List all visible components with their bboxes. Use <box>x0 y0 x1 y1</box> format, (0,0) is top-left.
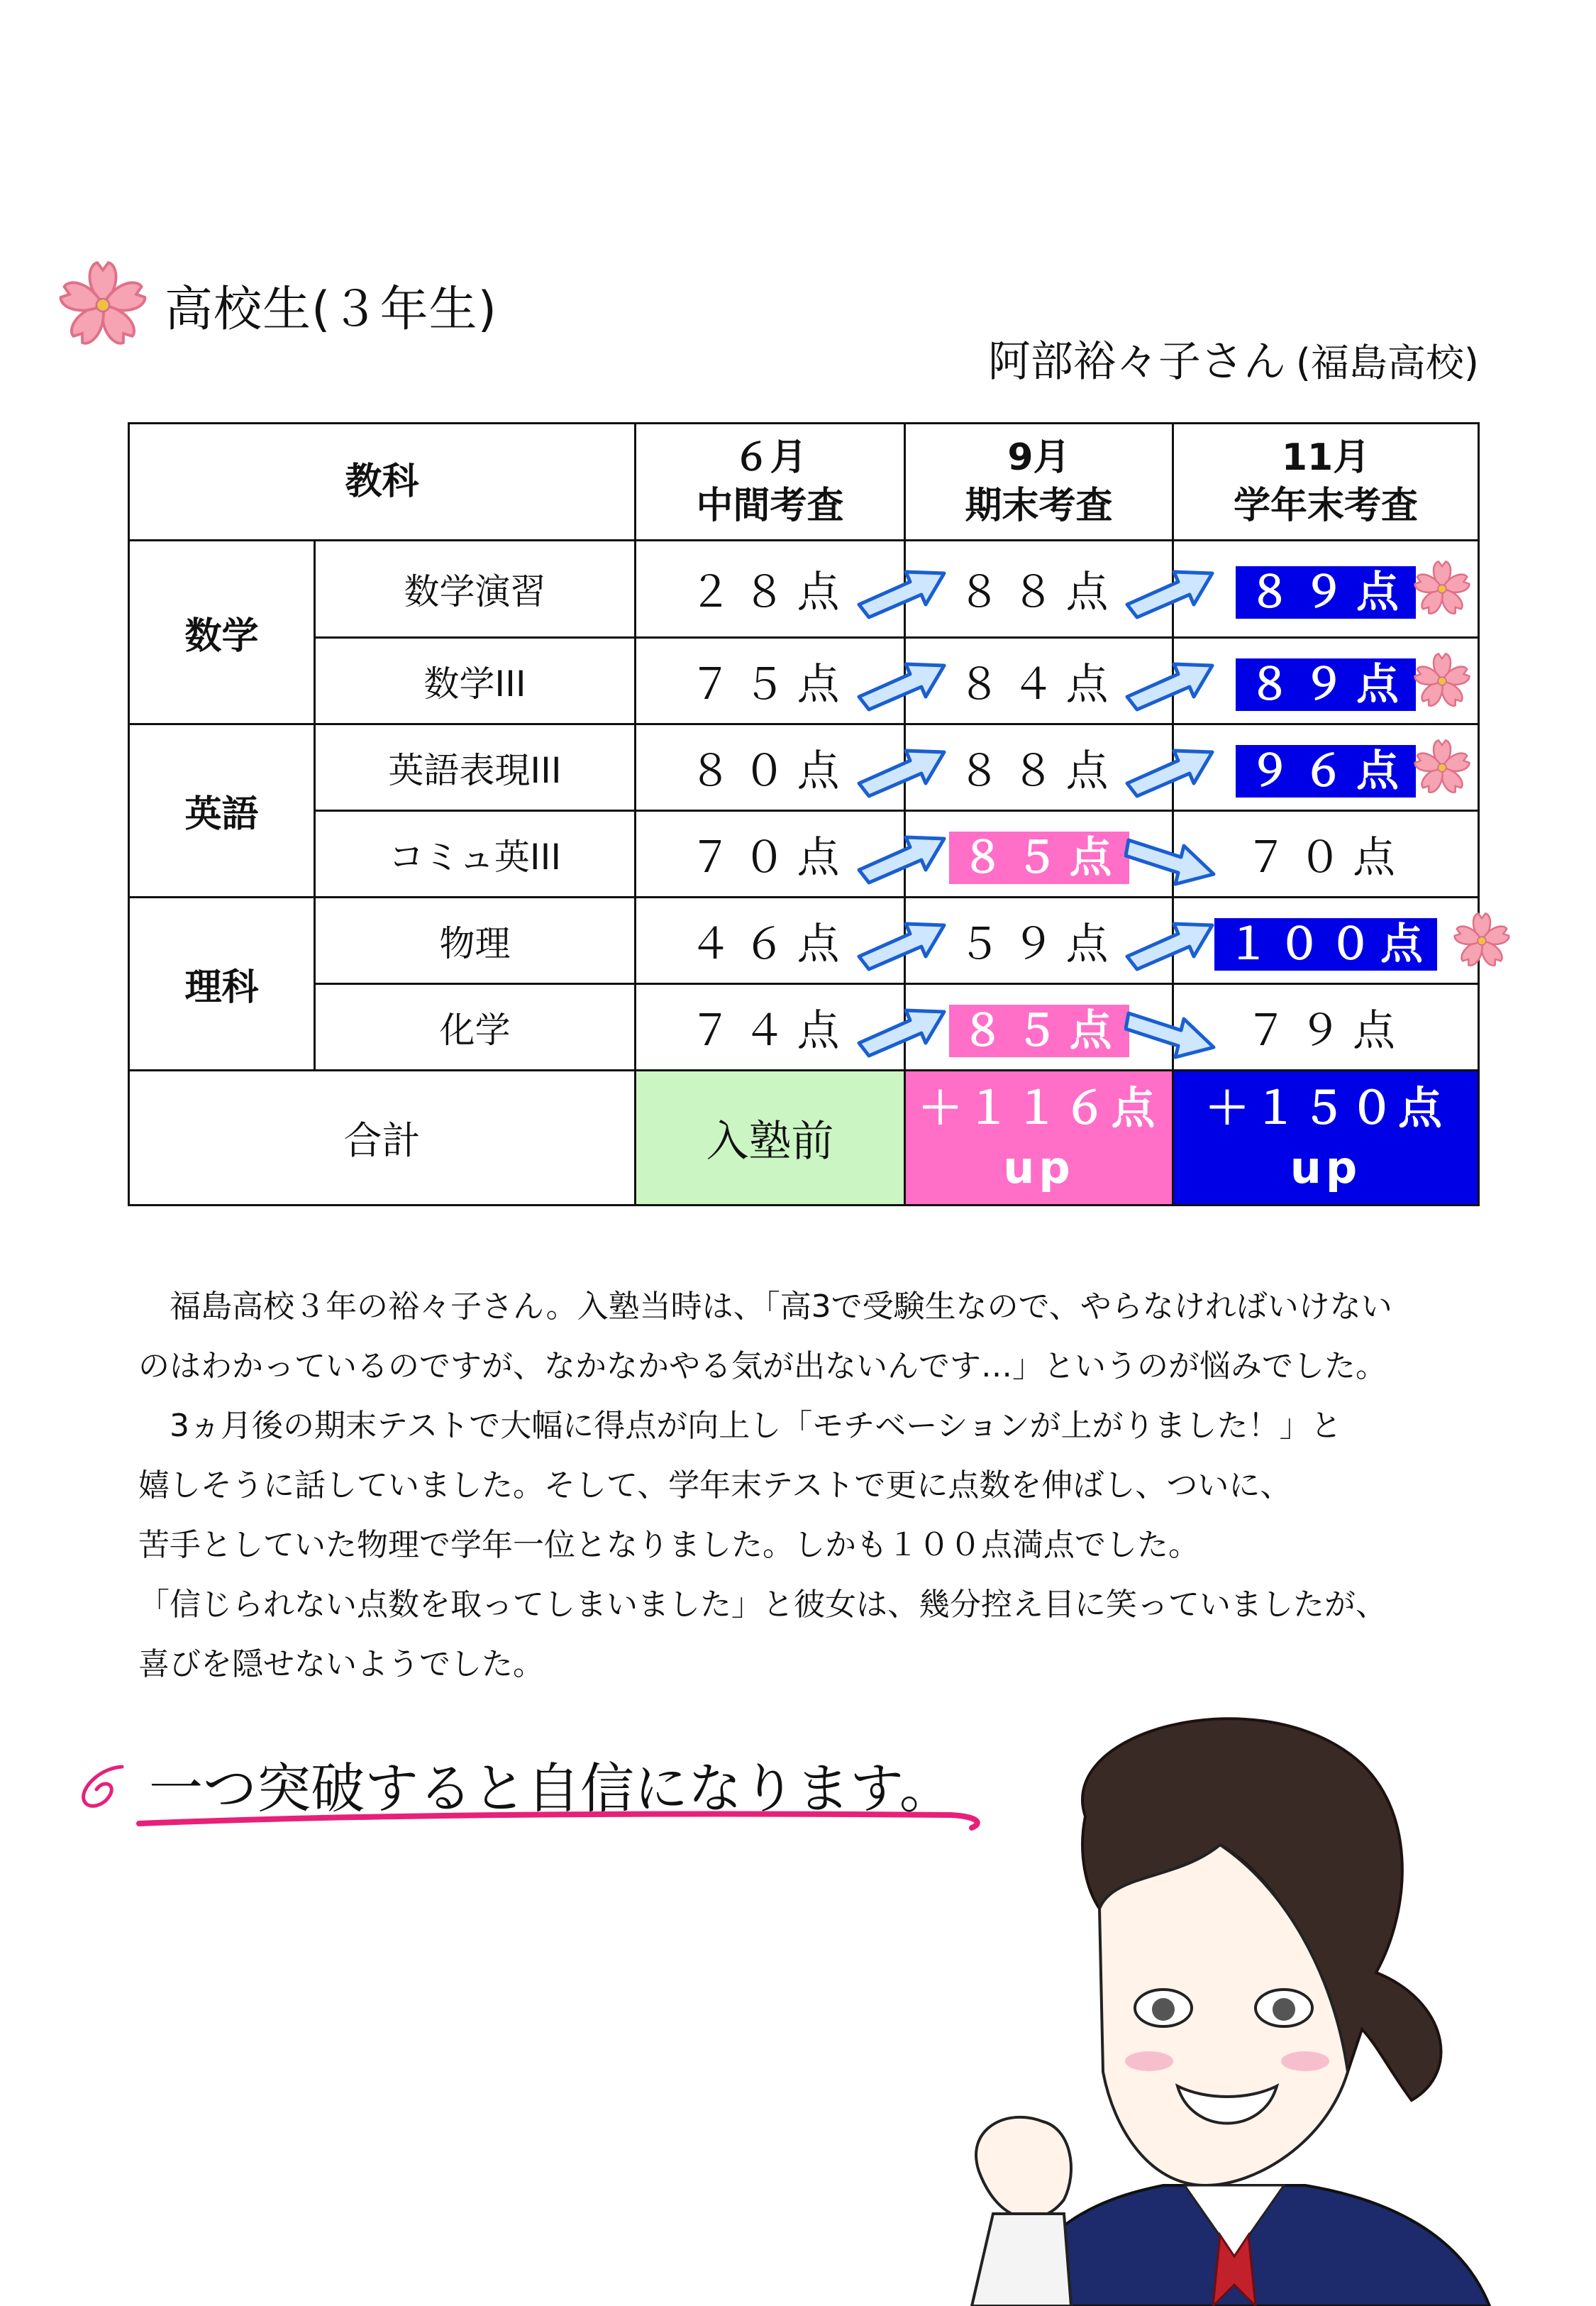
arrow-up-icon <box>856 999 948 1063</box>
arrow-up-icon <box>1124 739 1217 803</box>
section-heading <box>57 259 497 351</box>
total-june: 入塾前 <box>636 1071 905 1206</box>
arrow-up-icon <box>1124 912 1217 976</box>
total-row <box>129 1071 1479 1206</box>
arrow-down-icon <box>1124 826 1217 890</box>
score-november: ９６点 <box>1173 724 1479 811</box>
score-june: ２８点 <box>636 541 905 638</box>
score-table <box>128 422 1480 1206</box>
student-name: 阿部裕々子さん <box>987 337 1286 387</box>
total-label: 合計 <box>129 1071 636 1206</box>
score-june: ７４点 <box>636 984 905 1071</box>
sakura-flower-icon <box>1452 911 1512 971</box>
score-june: ４６点 <box>636 898 905 984</box>
group-english: 英語 <box>129 724 315 898</box>
slogan <box>71 1731 958 1838</box>
swirl-mark-icon <box>71 1753 135 1816</box>
paragraph-line: のはわかっているのですが、なかなかやる気が出ないんです…」というのが悩みでした。 <box>138 1348 1387 1384</box>
subject-name: 化学 <box>315 984 636 1071</box>
student-illustration <box>951 1675 1511 2306</box>
header-row <box>129 424 1479 541</box>
story-paragraph <box>138 1277 1486 1694</box>
score-september: ５９点 <box>905 898 1173 984</box>
header-november: 11月 学年末考査 <box>1173 424 1479 541</box>
arrow-up-icon <box>1124 653 1217 717</box>
arrow-up-icon <box>856 561 948 624</box>
score-september: ８８点 <box>905 541 1173 638</box>
subject-name: コミュ英III <box>315 811 636 898</box>
score-november: ７９点 <box>1173 984 1479 1071</box>
paragraph-line: 福島高校３年の裕々子さん。入塾当時は、「高3で受験生なので、やらなければいけない <box>170 1289 1392 1325</box>
student-school: (福島高校) <box>1295 341 1479 385</box>
arrow-up-icon <box>856 653 948 717</box>
table-row <box>129 541 1479 638</box>
sakura-flower-icon <box>1412 559 1472 619</box>
arrow-up-icon <box>856 739 948 803</box>
subject-name: 英語表現III <box>315 724 636 811</box>
score-september: ８４点 <box>905 638 1173 724</box>
heading-text: 高校生(３年生) <box>165 281 498 338</box>
arrow-down-icon <box>1124 999 1217 1063</box>
header-september: 9月 期末考査 <box>905 424 1173 541</box>
table-row <box>129 898 1479 984</box>
table-row <box>129 811 1479 898</box>
table-row <box>129 724 1479 811</box>
score-september: ８５点 <box>905 984 1173 1071</box>
arrow-up-icon <box>856 912 948 976</box>
score-june: ７５点 <box>636 638 905 724</box>
score-september: ８８点 <box>905 724 1173 811</box>
paragraph-line: 喜びを隠せないようでした。 <box>138 1646 544 1682</box>
header-june: ６月 中間考査 <box>636 424 905 541</box>
slogan-underline <box>135 1802 986 1838</box>
student-name-line <box>988 328 1479 389</box>
paragraph-line: 嬉しそうに話していました。そして、学年末テストで更に点数を伸ばし、ついに、 <box>138 1467 1292 1504</box>
arrow-up-icon <box>856 826 948 890</box>
score-november: １００点 <box>1173 898 1479 984</box>
paragraph-line: 3ヵ月後の期末テストで大幅に得点が向上し「モチベーションが上がりました！」と <box>170 1408 1342 1444</box>
score-june: ７０点 <box>636 811 905 898</box>
header-subject: 教科 <box>129 424 636 541</box>
score-june: ８０点 <box>636 724 905 811</box>
score-september: ８５点 <box>905 811 1173 898</box>
group-science: 理科 <box>129 898 315 1071</box>
table-row <box>129 984 1479 1071</box>
subject-name: 数学III <box>315 638 636 724</box>
total-november: ＋１５０点 up <box>1173 1071 1479 1206</box>
score-november: ７０点 <box>1173 811 1479 898</box>
paragraph-line: 「信じられない点数を取ってしまいました」と彼女は、幾分控え目に笑っていましたが、 <box>138 1587 1387 1623</box>
arrow-up-icon <box>1124 561 1217 624</box>
subject-name: 物理 <box>315 898 636 984</box>
table-row <box>129 638 1479 724</box>
sakura-flower-icon <box>1412 738 1472 798</box>
slogan-text: 一つ突破すると自信になります。 <box>149 1757 953 1820</box>
paragraph-line: 苦手としていた物理で学年一位となりました。しかも１００点満点でした。 <box>138 1527 1199 1563</box>
sakura-flower-icon <box>57 259 149 351</box>
sakura-flower-icon <box>1412 651 1472 711</box>
score-november: ８９点 <box>1173 541 1479 638</box>
subject-name: 数学演習 <box>315 541 636 638</box>
score-november: ８９点 <box>1173 638 1479 724</box>
group-math: 数学 <box>129 541 315 724</box>
total-september: ＋１１６点 up <box>905 1071 1173 1206</box>
